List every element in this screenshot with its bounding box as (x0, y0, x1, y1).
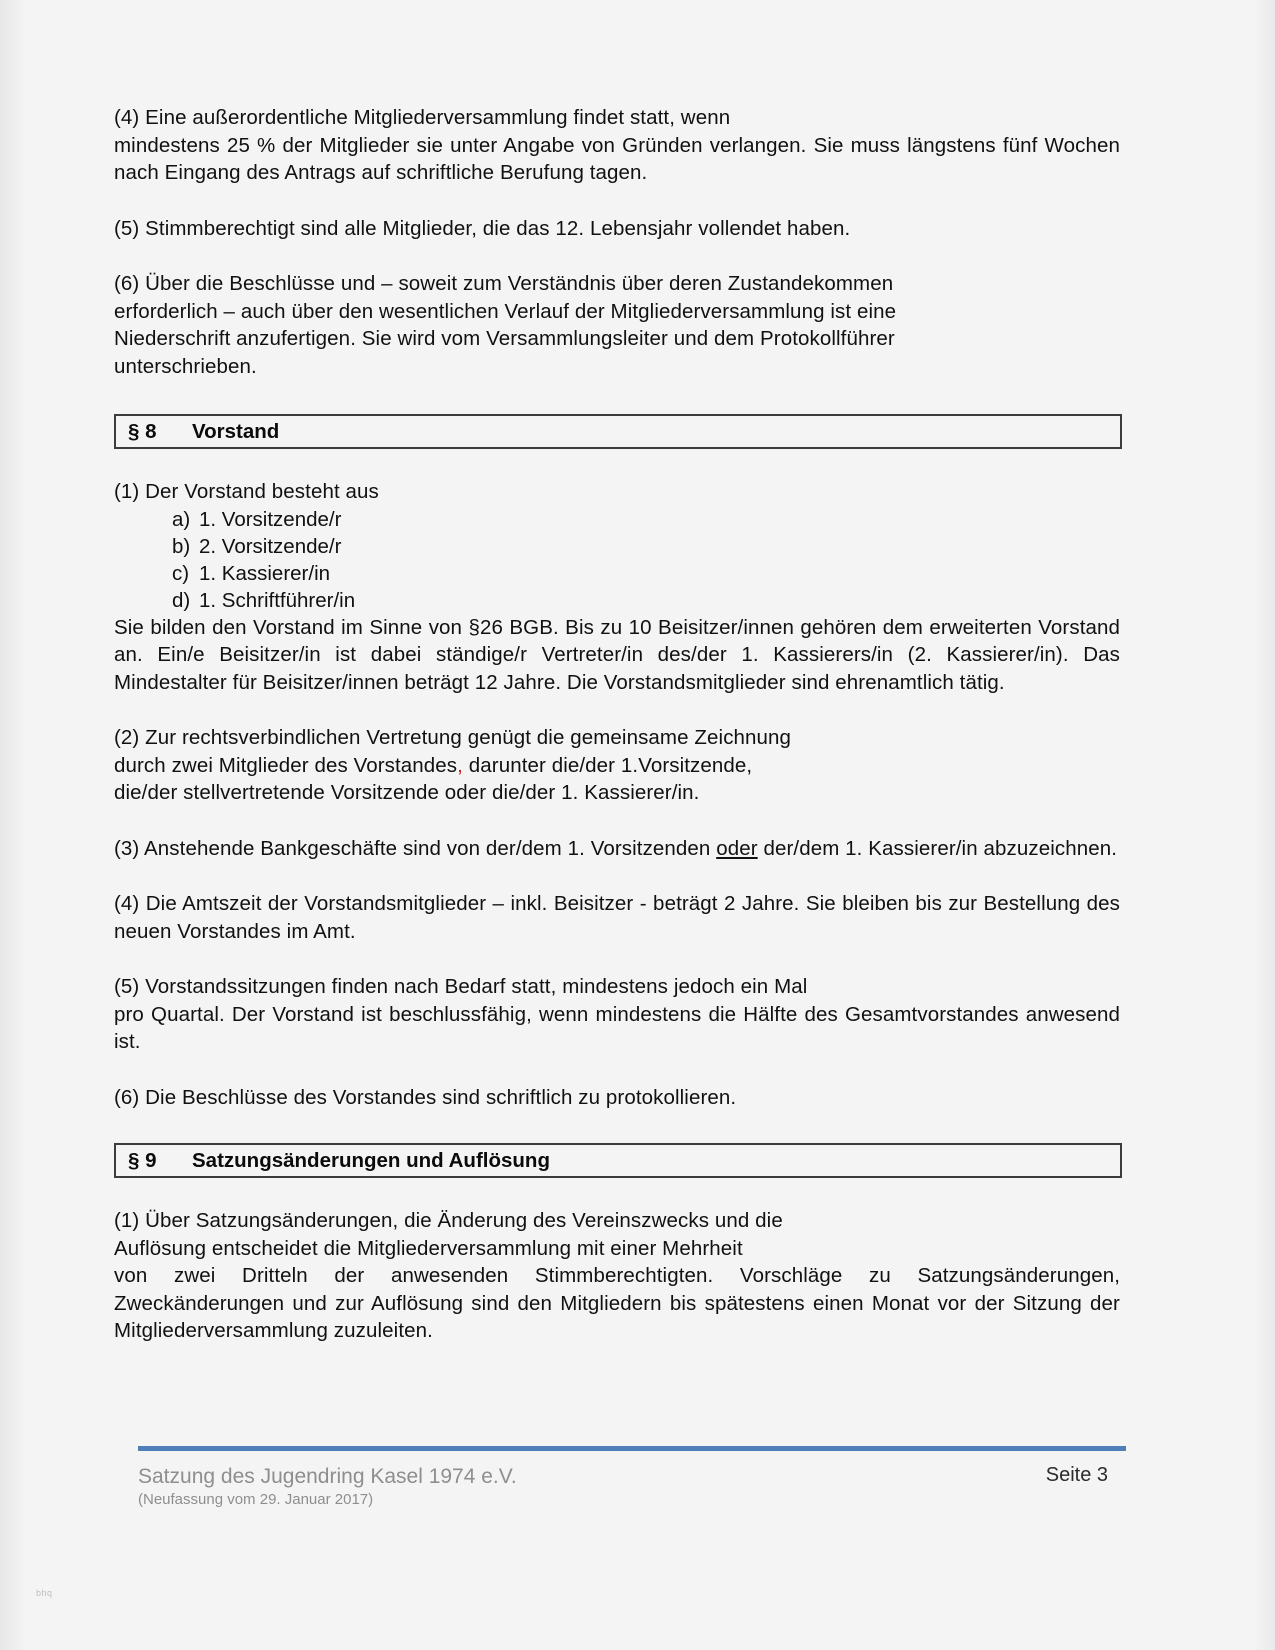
list-item-text: 1. Kassierer/in (199, 561, 331, 585)
section-8-paragraph-2-line-1: (2) Zur rechtsverbindlichen Vertretung genügt die gemeinsame Zeichnung (114, 726, 792, 749)
spacer (114, 1056, 1120, 1084)
section-9-paragraph-1-line-1: (1) Über Satzungsänderungen, die Änderung des Vereinszwecks und die (114, 1209, 783, 1232)
section-8-heading (114, 414, 1122, 449)
section-8-paragraph-6: (6) Die Beschlüsse des Vorstandes sind schriftlich zu protokollieren. (114, 1085, 737, 1109)
p2-line2-part-a: durch zwei Mitglieder des Vorstandes (114, 753, 458, 777)
spacer (114, 1111, 1120, 1143)
list-item (172, 587, 1120, 614)
paragraph-5: (5) Stimmberechtigt sind alle Mitglieder, die das 12. Lebensjahr vollendet haben. (114, 216, 851, 240)
spacer (114, 1178, 1120, 1207)
section-8-paragraph-3 (114, 835, 1120, 863)
section-8-paragraph-2-line-3: die/der stellvertretende Vorsitzende oder die/der 1. Kassierer/in. (114, 781, 700, 804)
page-footer (138, 1446, 1126, 1510)
footer-text-block (138, 1464, 517, 1510)
section-8-paragraph-1-intro: (1) Der Vorstand besteht aus (114, 480, 379, 503)
page-content (114, 104, 1120, 1345)
spacer (114, 187, 1120, 215)
footer-subtitle: (Neufassung vom 29. Januar 2017) (138, 1491, 374, 1508)
list-item-label: d) (172, 588, 191, 612)
corner-watermark: bhq (36, 1588, 53, 1598)
section-8-paragraph-2-line-2 (114, 752, 1120, 780)
section-9-paragraph-1-body: von zwei Dritteln der anwesenden Stimmberechtigten. Vorschläge zu Satzungsänderungen, Zweckänderungen und zur Auflösung sind den Mitgliedern bis spätestens einen Monat vor der Sitzung der Mitgliederversammlung zuzuleiten. (114, 1264, 1120, 1342)
p3-emphasis-oder: oder (716, 836, 758, 860)
p2-line2-part-b: darunter die/der 1.Vorsitzende, (462, 753, 753, 777)
board-roles-list (114, 506, 1120, 614)
list-item (172, 560, 1120, 587)
list-item (172, 506, 1120, 533)
p3-part-b: der/dem 1. Kassierer/in abzuzeichnen. (757, 836, 1117, 860)
footer-row (138, 1464, 1126, 1510)
p3-part-a: (3) Anstehende Bankgeschäfte sind von der/dem 1. Vorsitzenden (114, 836, 717, 860)
list-item-text: 1. Schriftführer/in (199, 588, 356, 612)
spacer (114, 696, 1120, 724)
section-8-number: § 8 (128, 419, 157, 443)
spacer (114, 449, 1120, 478)
footer-title: Satzung des Jugendring Kasel 1974 e.V. (138, 1465, 517, 1488)
footer-divider (138, 1446, 1126, 1451)
page-number: Seite 3 (1045, 1464, 1108, 1486)
list-item-label: a) (172, 507, 191, 531)
section-8-paragraph-1-body: Sie bilden den Vorstand im Sinne von §26 BGB. Bis zu 10 Beisitzer/innen gehören dem erweiterten Vorstand an. Ein/e Beisitzer/in ist dabei ständige/r Vertreter/in des/der 1. Kassierers/in (2. Kassierer/in). Das Mindestalter für Beisitzer/innen beträgt 12 Jahre. Die Vorstandsmitglieder sind ehrenamtlich tätig. (114, 615, 1120, 694)
section-8-paragraph-5-body: pro Quartal. Der Vorstand ist beschlussfähig, wenn mindestens die Hälfte des Gesamtvorstandes anwesend ist. (114, 1002, 1120, 1053)
list-item (172, 533, 1120, 560)
paragraph-6: (6) Über die Beschlüsse und – soweit zum Verständnis über deren Zustandekommen erforderlich – auch über den wesentlichen Verlauf der Mitgliederversammlung ist eine Niederschrift anzufertigen. Sie wird vom Versammlungsleiter und dem Protokollführer unterschrieben. (114, 272, 897, 378)
section-9-number: § 9 (128, 1148, 157, 1172)
section-9-paragraph-1-line-2: Auflösung entscheidet die Mitgliederversammlung mit einer Mehrheit (114, 1236, 743, 1260)
section-8-paragraph-5-line-1: (5) Vorstandssitzungen finden nach Bedarf statt, mindestens jedoch ein Mal (114, 975, 808, 998)
spacer (114, 807, 1120, 835)
red-comma: , (457, 753, 463, 777)
section-9-title: Satzungsänderungen und Auflösung (192, 1148, 550, 1172)
spacer (114, 242, 1120, 270)
list-item-label: b) (172, 534, 191, 558)
spacer (114, 945, 1120, 973)
spacer (114, 862, 1120, 890)
paragraph-4-line-1: (4) Eine außerordentliche Mitgliederversammlung findet statt, wenn (114, 106, 731, 129)
list-item-text: 1. Vorsitzende/r (199, 507, 342, 531)
section-8-title: Vorstand (192, 419, 280, 443)
spacer (114, 380, 1120, 414)
list-item-label: c) (172, 561, 190, 585)
list-item-text: 2. Vorsitzende/r (199, 534, 342, 558)
section-8-paragraph-4: (4) Die Amtszeit der Vorstandsmitglieder – inkl. Beisitzer - beträgt 2 Jahre. Sie bleiben bis zur Bestellung des neuen Vorstandes im Amt. (114, 892, 1120, 943)
paragraph-4-body: mindestens 25 % der Mitglieder sie unter Angabe von Gründen verlangen. Sie muss längstens fünf Wochen nach Eingang des Antrags auf schriftliche Berufung tagen. (114, 133, 1120, 184)
section-9-heading (114, 1143, 1122, 1178)
